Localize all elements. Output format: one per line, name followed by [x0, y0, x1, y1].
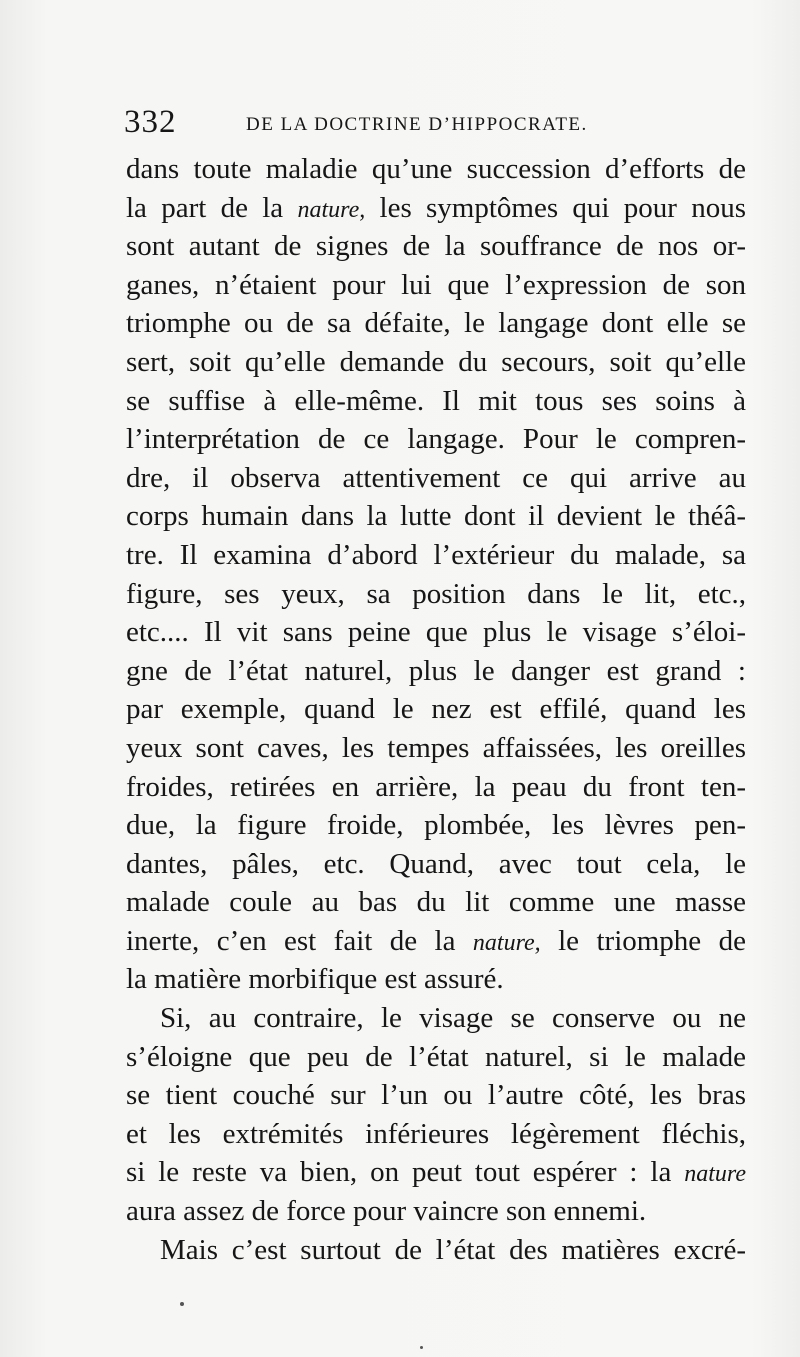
paper-speck	[180, 1302, 184, 1306]
italic-word: nature	[684, 1161, 746, 1188]
text-line: gne de l’état naturel, plus le danger est grand :	[126, 654, 746, 687]
text-line: triomphe ou de sa défaite, le langage dont elle se	[126, 307, 746, 340]
text-line: la matière morbifique est assuré.	[126, 963, 504, 996]
text-line: dre, il observa attentivement ce qui arrive au	[126, 461, 746, 494]
body-text	[126, 150, 746, 1269]
text-line: se tient couché sur l’un ou l’autre côté, les bras	[126, 1079, 746, 1112]
text-line: ganes, n’étaient pour lui que l’expression de son	[126, 268, 746, 301]
text-line: sont autant de signes de la souffrance de nos or-	[126, 230, 746, 263]
text-line: si le reste va bien, on peut tout espérer : la nature	[126, 1156, 746, 1189]
text-line: la part de la nature, les symptômes qui pour nous	[126, 191, 746, 224]
paper-speck	[420, 1346, 423, 1349]
text-line: l’interprétation de ce langage. Pour le compren-	[126, 423, 746, 456]
text-line: s’éloigne que peu de l’état naturel, si le malade	[126, 1040, 746, 1073]
italic-word: nature,	[472, 929, 541, 956]
text-line: Mais c’est surtout de l’état des matières excré-	[160, 1233, 746, 1266]
text-line: aura assez de force pour vaincre son ennemi.	[126, 1195, 647, 1228]
text-line: froides, retirées en arrière, la peau du front ten-	[126, 770, 746, 803]
text-line: etc.... Il vit sans peine que plus le visage s’éloi-	[126, 616, 746, 649]
text-line: dantes, pâles, etc. Quand, avec tout cela, le	[126, 847, 746, 880]
text-line: figure, ses yeux, sa position dans le lit, etc.,	[126, 577, 746, 610]
text-line: sert, soit qu’elle demande du secours, soit qu’elle	[126, 345, 746, 378]
text-line: se suffise à elle-même. Il mit tous ses soins à	[126, 384, 746, 417]
text-line: malade coule au bas du lit comme une masse	[126, 886, 746, 919]
italic-word: nature,	[297, 196, 366, 223]
page-header	[124, 104, 744, 144]
text-line: par exemple, quand le nez est effilé, quand les	[126, 693, 746, 726]
text-line: et les extrémités inférieures légèrement fléchis,	[126, 1117, 746, 1150]
text-line: due, la figure froide, plombée, les lèvres pen-	[126, 809, 746, 842]
text-line: corps humain dans la lutte dont il devient le théâ-	[126, 500, 746, 533]
text-line: yeux sont caves, les tempes affaissées, les oreilles	[126, 731, 746, 764]
running-title: DE LA DOCTRINE D’HIPPOCRATE.	[246, 114, 588, 135]
text-line: inerte, c’en est fait de la nature, le triomphe de	[126, 924, 746, 957]
page-number: 332	[124, 104, 177, 140]
text-line: dans toute maladie qu’une succession d’efforts de	[126, 153, 746, 185]
text-line: Si, au contraire, le visage se conserve ou ne	[160, 1002, 746, 1035]
text-line: tre. Il examina d’abord l’extérieur du malade, sa	[126, 538, 746, 571]
